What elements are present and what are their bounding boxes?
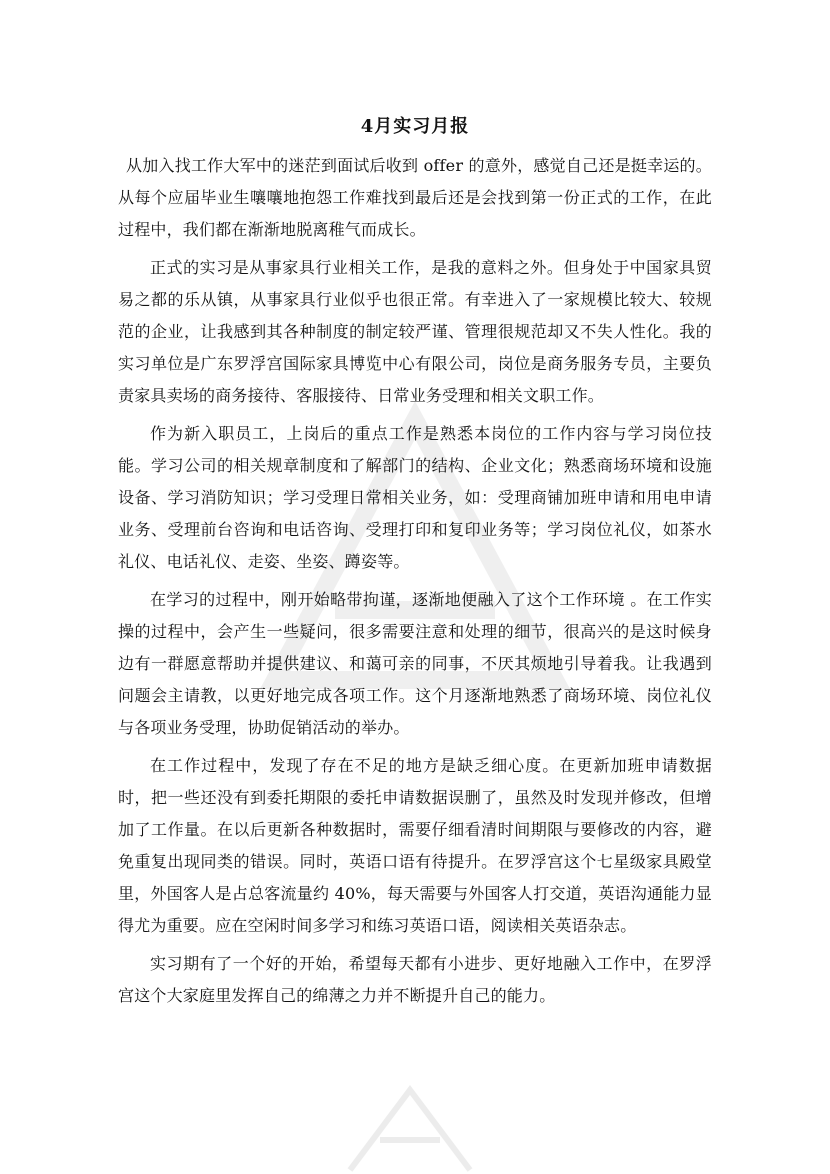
paragraph-6: 实习期有了一个好的开始，希望每天都有小进步、更好地融入工作中，在罗浮宫这个大家庭里发挥自己的绵薄之力并不断提升自己的能力。 [118,954,712,1005]
document-body [118,150,712,1018]
paragraph-5: 在工作过程中，发现了存在不足的地方是缺乏细心度。在更新加班申请数据时，把一些还没有到委托期限的委托申请数据误删了，虽然及时发现并修改，但增加了工作量。在以后更新各种数据时，需要仔细看清时间期限与要修改的内容，避免重复出现同类的错误。同时，英语口语有待提升。在罗浮宫这个七星级家具殿堂里，外国客人是占总客流量约 40%，每天需要与外国客人打交道，英语沟通能力显得尤为重要。应在空闲时间多学习和练习英语口语，阅读相关英语杂志。 [118,756,712,935]
paragraph-1: 从加入找工作大军中的迷茫到面试后收到 offer 的意外，感觉自己还是挺幸运的。从每个应届毕业生嚷嚷地抱怨工作难找到最后还是会找到第一份正式的工作，在此过程中，我们都在渐渐地脱离稚气而成长。 [118,156,712,239]
document-title: 4月实习月报 [360,116,470,137]
paragraph-3: 作为新入职员工，上岗后的重点工作是熟悉本岗位的工作内容与学习岗位技能。学习公司的相关规章制度和了解部门的结构、企业文化；熟悉商场环境和设施设备、学习消防知识；学习受理日常相关业务，如：受理商铺加班申请和用电申请业务、受理前台咨询和电话咨询、受理打印和复印业务等；学习岗位礼仪，如茶水礼仪、电话礼仪、走姿、坐姿、蹲姿等。 [118,424,712,571]
paragraph-2: 正式的实习是从事家具行业相关工作，是我的意料之外。但身处于中国家具贸易之都的乐从镇，从事家具行业似乎也很正常。有幸进入了一家规模比较大、较规范的企业，让我感到其各种制度的制定较严谨、管理很规范却又不失人性化。我的实习单位是广东罗浮宫国际家具博览中心有限公司，岗位是商务服务专员，主要负责家具卖场的商务接待、客服接待、日常业务受理和相关文职工作。 [118,258,712,405]
paragraph-4: 在学习的过程中，刚开始略带拘谨，逐渐地便融入了这个工作环境 。在工作实操的过程中，会产生一些疑问，很多需要注意和处理的细节，很高兴的是这时候身边有一群愿意帮助并提供建议、和蔼可亲的同事，不厌其烦地引导着我。让我遇到问题会主请教，以更好地完成各项工作。这个月逐渐地熟悉了商场环境、岗位礼仪与各项业务受理，协助促销活动的举办。 [118,590,712,737]
